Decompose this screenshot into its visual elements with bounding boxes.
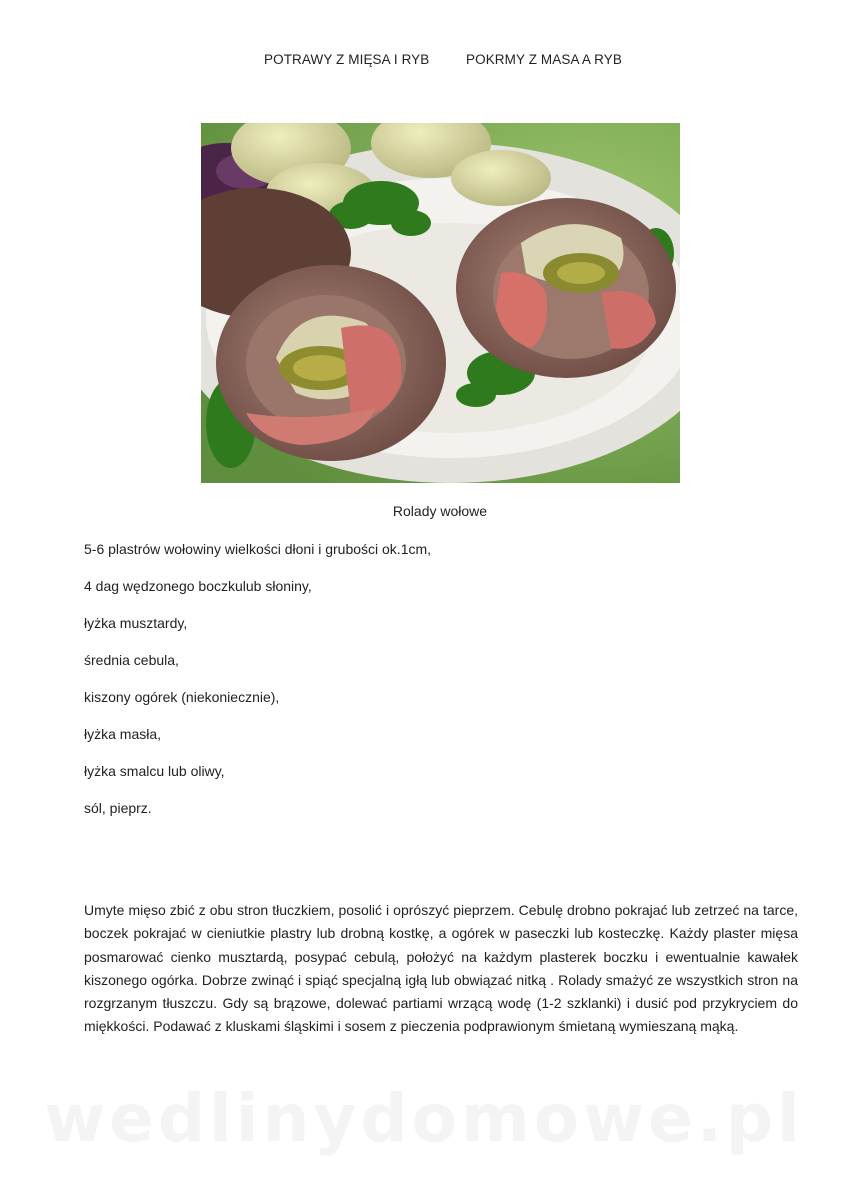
- ingredient-item: łyżka musztardy,: [84, 615, 188, 631]
- page-header: [0, 52, 848, 72]
- recipe-title-text: Rolady wołowe: [392, 503, 488, 519]
- ingredient-item: sól, pieprz.: [84, 800, 152, 816]
- ingredient-item: średnia cebula,: [84, 652, 179, 668]
- header-category-polish: POTRAWY Z MIĘSA I RYB: [264, 52, 430, 67]
- ingredient-item: łyżka smalcu lub oliwy,: [84, 763, 225, 779]
- recipe-title: [0, 503, 848, 519]
- beef-rolls-illustration: [201, 123, 680, 483]
- ingredient-item: łyżka masła,: [84, 726, 162, 742]
- ingredient-item: 5-6 plastrów wołowiny wielkości dłoni i grubości ok.1cm,: [84, 541, 432, 557]
- ingredient-list: [84, 540, 431, 836]
- recipe-photo: [201, 123, 680, 483]
- site-watermark: wedlinydomowe.pl: [44, 1080, 804, 1157]
- ingredient-item: kiszony ogórek (niekoniecznie),: [84, 689, 280, 705]
- preparation-instructions: Umyte mięso zbić z obu stron tłuczkiem, posolić i oprószyć pieprzem. Cebulę drobno pokrajać lub zetrzeć na tarce, boczek pokrajać w cieniutkie plastry lub drobną kostkę, a ogórek w paseczki lub kosteczkę. Każdy plaster mięsa posmarować cienko musztardą, posypać cebulą, położyć na każdym plasterek boczku i ewentualnie kawałek kiszonego ogórka. Dobrze zwinąć i spiąć specjalną igłą lub obwiązać nitką . Rolady smażyć ze wszystkich stron na rozgrzanym tłuszczu. Gdy są brązowe, dolewać partiami wrzącą wodę (1-2 szklanki) i dusić pod przykryciem do miękkości. Podawać z kluskami śląskimi i sosem z pieczenia podprawionym śmietaną wymieszaną mąką.: [84, 902, 798, 1035]
- ingredient-item: 4 dag wędzonego boczkulub słoniny,: [84, 578, 312, 594]
- header-category-czech: POKRMY Z MASA A RYB: [466, 52, 622, 67]
